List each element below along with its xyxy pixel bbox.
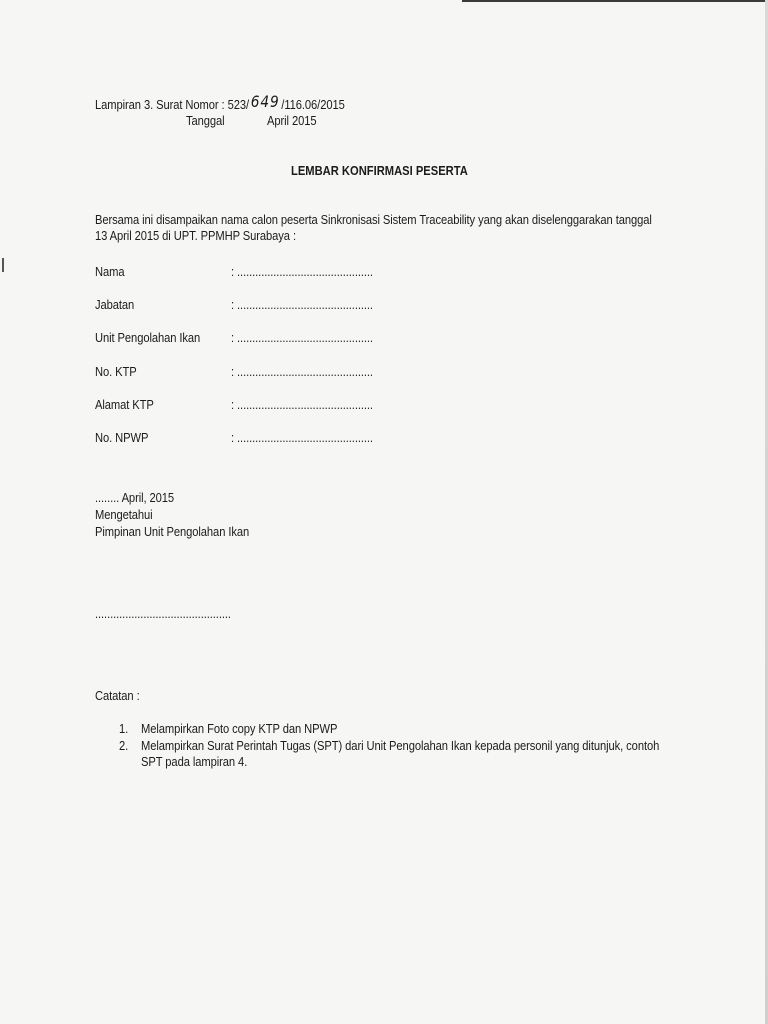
signature-role: Pimpinan Unit Pengolahan Ikan	[95, 524, 250, 539]
date-label: Tanggal	[186, 113, 225, 128]
note-number-1: 1.	[119, 721, 129, 736]
reference-handwritten-number: 649	[250, 92, 280, 111]
intro-line-2: 13 April 2015 di UPT. PPMHP Surabaya :	[95, 228, 296, 243]
field-blank-alamat-ktp: : .............................................	[231, 397, 373, 412]
signature-date: ........ April, 2015	[95, 490, 175, 505]
field-label-jabatan: Jabatan	[95, 297, 135, 312]
reference-suffix: /116.06/2015	[281, 97, 345, 112]
field-label-ktp: No. KTP	[95, 364, 137, 379]
note-text-1: Melampirkan Foto copy KTP dan NPWP	[141, 721, 338, 736]
letter-reference	[95, 92, 345, 113]
scan-artifact-top-line	[462, 0, 768, 2]
note-text-2-line-2: SPT pada lampiran 4.	[141, 754, 248, 769]
field-label-alamat-ktp: Alamat KTP	[95, 397, 154, 412]
field-blank-jabatan: : .............................................	[231, 297, 373, 312]
note-text-2-line-1: Melampirkan Surat Perintah Tugas (SPT) dari Unit Pengolahan Ikan kepada personil yang ditunjuk, contoh	[141, 738, 660, 753]
field-label-npwp: No. NPWP	[95, 430, 149, 445]
note-number-2: 2.	[119, 738, 129, 753]
notes-title: Catatan :	[95, 688, 140, 703]
field-blank-ktp: : .............................................	[231, 364, 373, 379]
field-label-nama: Nama	[95, 264, 125, 279]
signature-name-line: .............................................	[95, 606, 231, 621]
scan-artifact-left-mark	[2, 258, 4, 272]
field-blank-nama: : .............................................	[231, 264, 373, 279]
reference-prefix: Lampiran 3. Surat Nomor : 523/	[95, 97, 250, 112]
intro-line-1: Bersama ini disampaikan nama calon peserta Sinkronisasi Sistem Traceability yang akan diselenggarakan tanggal	[95, 212, 652, 227]
field-blank-unit-pengolahan: : .............................................	[231, 330, 373, 345]
signature-acknowledged: Mengetahui	[95, 507, 153, 522]
field-blank-npwp: : .............................................	[231, 430, 373, 445]
date-value: April 2015	[267, 113, 317, 128]
field-label-unit-pengolahan: Unit Pengolahan Ikan	[95, 330, 201, 345]
document-title: LEMBAR KONFIRMASI PESERTA	[291, 163, 468, 178]
